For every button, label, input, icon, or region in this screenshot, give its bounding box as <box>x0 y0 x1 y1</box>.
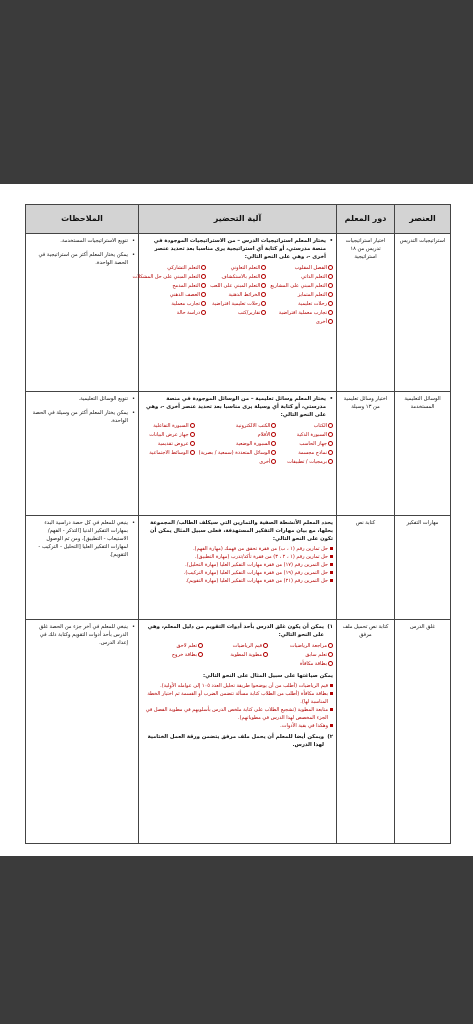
option-item <box>133 282 207 290</box>
option-item <box>133 300 207 308</box>
point-number: ٢) <box>327 734 333 740</box>
option-item <box>270 273 333 281</box>
option-label: مراجعة الرياضيات <box>289 643 327 649</box>
option-item <box>280 458 333 466</box>
role-teaching-aids: اختيار وسائل تعليمية من ١٣ وسيلة <box>337 392 395 516</box>
option-item <box>270 282 333 290</box>
option-item <box>210 264 266 272</box>
option-label: دراسة حالة <box>176 310 201 316</box>
option-item <box>142 440 195 448</box>
option-label: الوسائل المتعددة (سمعية / بصرية) <box>198 450 271 456</box>
list-item-text: بطاقة مكافأة (أطلب من الطلاب كتابة مسألة تتضمن الضرب أو القسمة ثم اختيار الخطة المناسبة لها). <box>147 691 328 705</box>
list-item-text: حل تمارين رقم (١ ، ب) من فقرة تحقق من فهمك (مهارة الفهم). <box>193 546 328 552</box>
option-label: عروض تقديمية <box>157 441 189 447</box>
option-item <box>142 449 195 457</box>
option-item <box>142 422 195 430</box>
header-row <box>26 205 451 234</box>
option-item <box>210 273 266 281</box>
option-item <box>272 651 333 659</box>
option-label: رحلات تعليمية افتراضية <box>212 301 261 307</box>
circle-icon <box>190 432 195 437</box>
option-label: التعلم المبني على المشاريع <box>270 283 327 289</box>
circle-icon <box>201 265 206 270</box>
element-strategies: استراتيجيات التدريس <box>395 234 451 392</box>
circle-icon <box>328 652 333 657</box>
lesson-prep-table <box>25 204 451 844</box>
element-teaching-aids: الوسائل التعليمية المستخدمة <box>395 392 451 516</box>
option-label: أخرى <box>259 459 271 465</box>
circle-icon <box>328 450 333 455</box>
option-label: برمجيات / تطبيقات <box>287 459 327 465</box>
note-text: ينبغي للمعلم في آخر جزء من الحصة غلق الدرس بأحد أدوات التقويم وكتابة ذلك في إعداد الدرس. <box>39 624 128 646</box>
mechanism-strategies: • يختار المعلم استراتيجيات الدرس – من الاستراتيجيات الموجودة في منصة مدرستي، أو كتابة أي استراتيجية يرى مناسبا بعد تحديد عنصر أخرى -، وهي على النحو التالي: الفصل المقلوب التعلم التعاوني التعلم التشاركي التعلم الذاتي التعلم بالاستكشاف التعلم المبني على حل المشكلات التعلم المبني على المشاريع التعلم المبني على اللعب التعلم المدمج التعلم المتمايز الخرائط الذهنية العصف الذهني رحلات تعليمية رحلات تعليمية افتراضية تجارب معملية تجارب معملية افتراضية تقارير/كتب دراسة حالة أخرى <box>139 234 337 392</box>
option-label: الأقلام <box>257 432 271 438</box>
circle-icon <box>198 643 203 648</box>
circle-icon <box>201 274 206 279</box>
circle-icon <box>201 283 206 288</box>
option-label: الكتب الالكترونية <box>235 423 271 429</box>
option-label: الخرائط الذهنية <box>228 292 261 298</box>
option-item <box>199 431 277 439</box>
option-item <box>199 422 277 430</box>
option-item <box>210 309 266 317</box>
circle-icon <box>328 301 333 306</box>
circle-icon <box>328 319 333 324</box>
note-text: تنويع الاستراتيجيات المستخدمة. <box>60 238 128 244</box>
mechanism-teaching-aids: • يختار المعلم وسائل تعليمية – من الوسائل الموجودة في منصة مدرستي، أو كتابة أي وسيلة يرى مناسبا بعد تحديد عنصر أخرى -، وهي على النحو التالي: الكتاب الكتب الالكترونية السبورة التفاعلية السبورة الذكية الأقلام جهاز عرض البيانات جهاز الحاسب السبورة الوضعية عروض تقديمية نماذج مجسمة الوسائل المتعددة (سمعية / بصرية) الوسائط الاجتماعية برمجيات / تطبيقات أخرى <box>139 392 337 516</box>
option-item <box>280 422 333 430</box>
circle-icon <box>271 423 276 428</box>
option-label: تجارب معملية افتراضية <box>278 310 327 316</box>
circle-icon <box>190 441 195 446</box>
circle-icon <box>328 292 333 297</box>
option-item <box>207 642 268 650</box>
row-thinking-skills <box>26 516 451 620</box>
circle-icon <box>263 643 268 648</box>
list-item-text: متابعة المطوية (تشجيع الطلاب على كتابة ملخص الدرس بأسلوبهم في مطوية الفصل في الجزء المخصص لهذا الدرس في مطوياتهم). <box>145 707 328 721</box>
list-item-text: قيم الرياضيات (أطلب من أن يوضحوا طريقة تحليل العدد ١٠٥ إلى عوامله الأولية). <box>160 683 328 689</box>
option-label: التعلم المدمج <box>172 283 201 289</box>
option-label: السبورة الذكية <box>296 432 327 438</box>
list-item <box>142 690 333 706</box>
option-item <box>133 309 207 317</box>
option-item <box>270 291 333 299</box>
circle-icon <box>328 441 333 446</box>
option-item <box>272 660 333 668</box>
intro-teaching-aids: يختار المعلم وسائل تعليمية – من الوسائل الموجودة في منصة مدرستي، أو كتابة أي وسيلة يرى مناسبا بعد تحديد عنصر أخرى -، وهي على النحو التالي: <box>145 396 326 418</box>
document-page <box>0 184 473 856</box>
list-item <box>142 706 333 722</box>
option-item <box>210 282 266 290</box>
option-label: مطوية المطوية <box>230 652 262 658</box>
option-item <box>270 309 333 317</box>
option-label: رحلات تعليمية <box>298 301 327 307</box>
option-label: الوسائط الاجتماعية <box>149 450 189 456</box>
strategy-options <box>132 264 333 326</box>
square-bullet-icon <box>330 708 333 711</box>
circle-icon <box>328 423 333 428</box>
option-label: التعلم التشاركي <box>167 265 201 271</box>
notes-teaching-aids: • تنويع الوسائل التعليمية. • يمكن يختار المعلم أكثر من وسيلة في الحصة الواحدة. <box>26 392 139 516</box>
note-text: ينبغي للمعلم في كل حصة دراسية البدء بمهارات التفكير الدنيا [التذكر - الفهم/الاستيعاب - التطبيق]، ومن ثم الوصول لمهارات التفكير العليا [التحليل - التركيب - التقويم]. <box>38 520 128 558</box>
list-item-text: حل التمرين رقم (١٧) من فقرة مهارات التفكير العليا (مهارة التحليل). <box>185 562 328 568</box>
square-bullet-icon <box>330 547 333 550</box>
circle-icon <box>201 292 206 297</box>
option-label: السبورة الوضعية <box>235 441 271 447</box>
circle-icon <box>328 265 333 270</box>
row-strategies <box>26 234 451 392</box>
circle-icon <box>190 450 195 455</box>
square-bullet-icon <box>330 684 333 687</box>
option-label: جهاز الحاسب <box>299 441 327 447</box>
circle-icon <box>271 432 276 437</box>
option-label: تقارير/كتب <box>237 310 261 316</box>
note-text: تنويع الوسائل التعليمية. <box>78 396 128 402</box>
option-label: أخرى <box>315 319 327 325</box>
header-mechanism: آلية التحضير <box>139 205 337 234</box>
option-label: التعلم المتمايز <box>297 292 327 298</box>
option-item <box>280 449 333 457</box>
circle-icon <box>328 283 333 288</box>
list-item <box>142 553 333 561</box>
square-bullet-icon <box>330 724 333 727</box>
example-intro: يمكن صياغتها على سبيل المثال على النحو التالي: <box>202 673 333 679</box>
circle-icon <box>271 450 276 455</box>
option-item <box>199 458 277 466</box>
square-bullet-icon <box>330 579 333 582</box>
option-item <box>210 291 266 299</box>
option-label: التعلم المبني على حل المشكلات <box>132 274 201 280</box>
square-bullet-icon <box>330 555 333 558</box>
list-item <box>142 722 333 730</box>
list-item <box>142 569 333 577</box>
circle-icon <box>198 652 203 657</box>
option-label: بطاقة مكافأة <box>299 661 327 667</box>
list-item <box>142 545 333 553</box>
circle-icon <box>328 432 333 437</box>
circle-icon <box>261 283 266 288</box>
header-notes: الملاحظات <box>26 205 139 234</box>
note-text: يمكن يختار المعلم أكثر من استراتيجية في الحصة الواحدة. <box>38 252 128 266</box>
header-role: دور المعلم <box>337 205 395 234</box>
role-strategies: اختيار استراتيجيات تدريس من ١٨ استراتيجية <box>337 234 395 392</box>
element-lesson-closure: غلق الدرس <box>395 620 451 844</box>
option-label: تجارب معملية <box>171 301 201 307</box>
role-thinking-skills: كتابة نص <box>337 516 395 620</box>
option-label: التعلم الذاتي <box>301 274 327 280</box>
option-label: بطاقة خروج <box>171 652 197 658</box>
closure-options <box>142 642 333 668</box>
option-item <box>199 449 277 457</box>
option-label: قيم الرياضيات <box>232 643 262 649</box>
option-item <box>133 291 207 299</box>
option-label: تعلم سابق <box>305 652 327 658</box>
circle-icon <box>261 301 266 306</box>
intro-thinking-skills: يحدد المعلم الأنشطة الصفية والتمارين التي سيكلف الطالب/ المجموعة بحلها، مع بيان مهارات التفكير المستهدفة، فعلى سبيل المثال يمكن أن تكون على النحو التالي: <box>150 520 333 542</box>
option-item <box>270 318 333 326</box>
option-label: التعلم التعاوني <box>230 265 261 271</box>
circle-icon <box>201 301 206 306</box>
list-item <box>142 561 333 569</box>
option-item <box>270 264 333 272</box>
list-item-text: حل التمرين رقم (١٩) من فقرة مهارات التفكير العليا (مهارة التركيب). <box>183 570 328 576</box>
option-label: جهاز عرض البيانات <box>149 432 189 438</box>
closure-examples <box>142 682 333 730</box>
circle-icon <box>201 310 206 315</box>
option-label: السبورة التفاعلية <box>153 423 189 429</box>
option-label: الفصل المقلوب <box>294 265 327 271</box>
intro-strategies: يختار المعلم استراتيجيات الدرس – من الاستراتيجيات الموجودة في منصة مدرستي، أو كتابة أي استراتيجية يرى مناسبا بعد تحديد عنصر أخرى -، وهي على النحو التالي: <box>153 238 326 260</box>
option-item <box>210 300 266 308</box>
circle-icon <box>190 423 195 428</box>
list-item <box>142 577 333 585</box>
circle-icon <box>328 274 333 279</box>
circle-icon <box>271 459 276 464</box>
option-item <box>199 440 277 448</box>
option-label: نماذج مجسمة <box>298 450 327 456</box>
circle-icon <box>261 265 266 270</box>
list-item-text: حل تمارين رقم (١ ، ٢ ، ٣) من فقرة تأكد/تدرب (مهارة التطبيق). <box>195 554 328 560</box>
notes-lesson-closure: • ينبغي للمعلم في آخر جزء من الحصة غلق الدرس بأحد أدوات التقويم وكتابة ذلك في إعداد الدرس. <box>26 620 139 844</box>
point-2: ويمكن أيضا للمعلم أن يحمل ملف مرفق يتضمن ورقة العمل الختامية لهذا الدرس. <box>147 734 324 748</box>
option-item <box>270 300 333 308</box>
role-lesson-closure: كتابة نص تحميل ملف مرفق <box>337 620 395 844</box>
square-bullet-icon <box>330 571 333 574</box>
notes-thinking-skills: • ينبغي للمعلم في كل حصة دراسية البدء بمهارات التفكير الدنيا [التذكر - الفهم/الاستيعاب - التطبيق]، ومن ثم الوصول لمهارات التفكير العليا [التحليل - التركيب - التقويم]. <box>26 516 139 620</box>
header-element: العنصر <box>395 205 451 234</box>
option-item <box>142 642 203 650</box>
option-item <box>133 264 207 272</box>
list-item-text: حل التمرين رقم (٢١) من فقرة مهارات التفكير العليا (مهارة التقويم). <box>185 578 328 584</box>
circle-icon <box>328 459 333 464</box>
row-teaching-aids <box>26 392 451 516</box>
row-lesson-closure <box>26 620 451 844</box>
option-label: الكتاب <box>313 423 327 429</box>
notes-strategies: • تنويع الاستراتيجيات المستخدمة. • يمكن يختار المعلم أكثر من استراتيجية في الحصة الواحدة. <box>26 234 139 392</box>
circle-icon <box>261 274 266 279</box>
option-item <box>280 431 333 439</box>
mechanism-thinking-skills <box>139 516 337 620</box>
circle-icon <box>271 441 276 446</box>
option-item <box>280 440 333 448</box>
point-number: ١) <box>327 624 333 630</box>
square-bullet-icon <box>330 563 333 566</box>
list-item-text: وهكذا في بقية الأدوات. <box>280 723 328 729</box>
option-item <box>133 273 207 281</box>
element-thinking-skills: مهارات التفكير <box>395 516 451 620</box>
option-label: التعلم المبني على اللعب <box>210 283 261 289</box>
circle-icon <box>328 661 333 666</box>
mechanism-lesson-closure <box>139 620 337 844</box>
option-item <box>272 642 333 650</box>
option-label: العصف الذهني <box>169 292 201 298</box>
aid-options <box>142 422 333 466</box>
option-item <box>207 651 268 659</box>
option-label: تعلم لاحق <box>176 643 197 649</box>
option-item <box>142 651 203 659</box>
note-text: يمكن يختار المعلم أكثر من وسيلة في الحصة الواحدة. <box>32 410 128 424</box>
circle-icon <box>261 310 266 315</box>
thinking-exercises <box>142 545 333 585</box>
square-bullet-icon <box>330 692 333 695</box>
point-1: يمكن أن يكون غلق الدرس بأحد أدوات التقويم من دليل المعلم، وهي على النحو التالي: <box>147 624 324 638</box>
circle-icon <box>328 310 333 315</box>
circle-icon <box>263 652 268 657</box>
option-label: التعلم بالاستكشاف <box>221 274 261 280</box>
option-item <box>142 431 195 439</box>
list-item <box>142 682 333 690</box>
circle-icon <box>328 643 333 648</box>
circle-icon <box>261 292 266 297</box>
